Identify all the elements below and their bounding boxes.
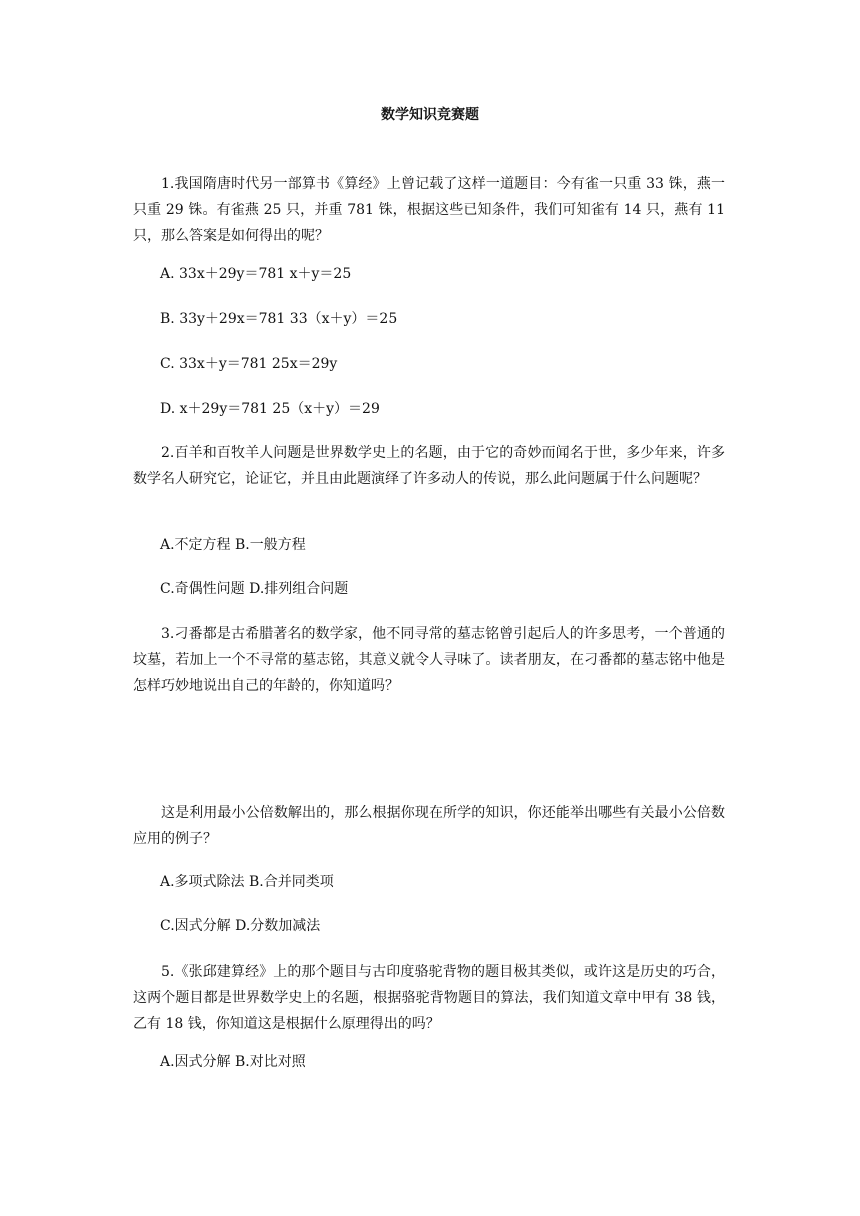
question-1-text: 1.我国隋唐时代另一部算书《算经》上曾记载了这样一道题目：今有雀一只重 33 铢，燕一只重 29 铢。有雀燕 25 只，并重 781 铢，根据这些已知条件，我们可知雀有 14 只，燕有 11 只，那么答案是如何得出的呢？ bbox=[133, 176, 725, 244]
document-title: 数学知识竞赛题 bbox=[381, 107, 479, 123]
question-1-option-c: C. 33x＋y＝781 25x＝29y bbox=[160, 356, 338, 372]
question-4-options-row-1: A.多项式除法 B.合并同类项 bbox=[160, 874, 334, 890]
question-4-text: 这是利用最小公倍数解出的，那么根据你现在所学的知识，你还能举出哪些有关最小公倍数应用的例子？ bbox=[133, 805, 725, 847]
question-5-text: 5.《张邱建算经》上的那个题目与古印度骆驼背物的题目极其类似，或许这是历史的巧合，这两个题目都是世界数学史上的名题，根据骆驼背物题目的算法，我们知道文章中甲有 38 钱，乙有 18 钱，你知道这是根据什么原理得出的吗？ bbox=[133, 964, 725, 1032]
question-1-option-d: D. x＋29y＝781 25（x＋y）＝29 bbox=[160, 401, 380, 417]
question-1-option-b: B. 33y＋29x＝781 33（x＋y）＝25 bbox=[160, 311, 398, 327]
question-1-option-a: A. 33x＋29y＝781 x＋y＝25 bbox=[160, 266, 352, 282]
question-4-options-row-2: C.因式分解 D.分数加减法 bbox=[160, 918, 321, 934]
question-2-options-row-2: C.奇偶性问题 D.排列组合问题 bbox=[160, 581, 349, 597]
question-5-options-row-1: A.因式分解 B.对比对照 bbox=[160, 1054, 306, 1070]
question-2-options-row-1: A.不定方程 B.一般方程 bbox=[160, 537, 306, 553]
question-2-text: 2.百羊和百牧羊人问题是世界数学史上的名题，由于它的奇妙而闻名于世，多少年来，许多数学名人研究它，论证它，并且由此题演绎了许多动人的传说，那么此问题属于什么问题呢？ bbox=[133, 445, 725, 487]
question-3-text: 3.刁番都是古希腊著名的数学家，他不同寻常的墓志铭曾引起后人的许多思考，一个普通的坟墓，若加上一个不寻常的墓志铭，其意义就令人寻味了。读者朋友，在刁番都的墓志铭中他是怎样巧妙地说出自己的年龄的，你知道吗？ bbox=[133, 626, 725, 694]
